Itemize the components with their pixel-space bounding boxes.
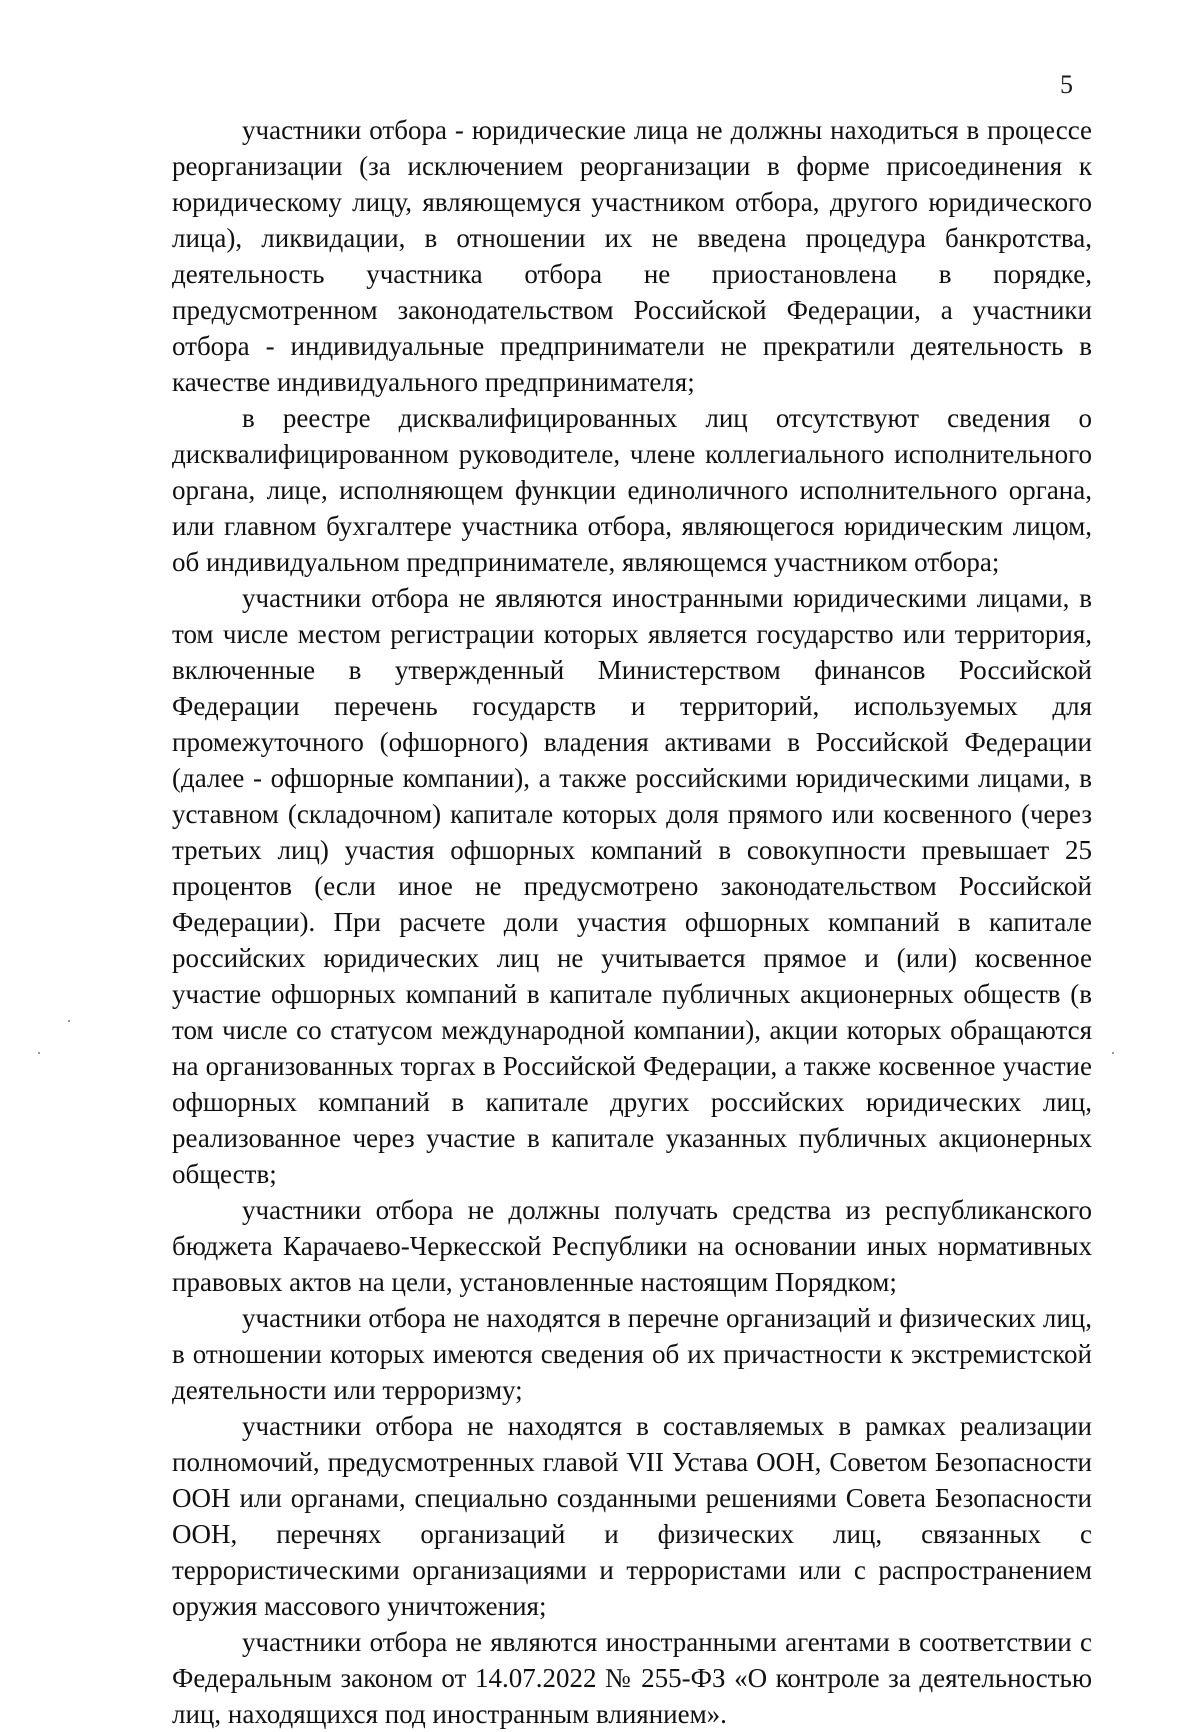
document-body — [172, 112, 1092, 1732]
scan-speck — [68, 1020, 70, 1022]
scan-speck — [1112, 1052, 1114, 1054]
page-number: 5 — [1060, 70, 1073, 99]
paragraph-offshore-companies: участники отбора не являются иностранными юридическими лицами, в том числе местом регистрации которых является государство или территория, включенные в утвержденный Министерством финансов Российской Федерации перечень государств и территорий, используемых для промежуточного (офшорного) владения активами в Российской Федерации (далее - офшорные компании), а также российскими юридическими лицами, в уставном (складочном) капитале которых доля прямого или косвенного (через третьих лиц) участия офшорных компаний в совокупности превышает 25 процентов (если иное не предусмотрено законодательством Российской Федерации). При расчете доли участия офшорных компаний в капитале российских юридических лиц не учитывается прямое и (или) косвенное участие офшорных компаний в капитале публичных акционерных обществ (в том числе со статусом международной компании), акции которых обращаются на организованных торгах в Российской Федерации, а также косвенное участие офшорных компаний в капитале других российских юридических лиц, реализованное через участие в капитале указанных публичных акционерных обществ; — [172, 583, 1092, 1189]
paragraph-disqualified-persons: в реестре дисквалифицированных лиц отсутствуют сведения о дисквалифицированном руководителе, члене коллегиального исполнительного органа, лице, исполняющем функции единоличного исполнительного органа, или главном бухгалтере участника отбора, являющегося юридическим лицом, об индивидуальном предпринимателе, являющемся участником отбора; — [172, 403, 1092, 577]
paragraph-foreign-agents: участники отбора не являются иностранными агентами в соответствии с Федеральным законом от 14.07.2022 № 255-ФЗ «О контроле за деятельностью лиц, находящихся под иностранным влиянием». — [172, 1627, 1092, 1729]
paragraph-extremism-list: участники отбора не находятся в перечне организаций и физических лиц, в отношении которых имеются сведения об их причастности к экстремистской деятельности или терроризму; — [172, 1303, 1092, 1405]
paragraph-republican-budget: участники отбора не должны получать средства из республиканского бюджета Карачаево-Черкесской Республики на основании иных нормативных правовых актов на цели, установленные настоящим Порядком; — [172, 1195, 1092, 1297]
paragraph-reorganization: участники отбора - юридические лица не должны находиться в процессе реорганизации (за исключением реорганизации в форме присоединения к юридическому лицу, являющемуся участником отбора, другого юридического лица), ликвидации, в отношении их не введена процедура банкротства, деятельность участника отбора не приостановлена в порядке, предусмотренном законодательством Российской Федерации, а участники отбора - индивидуальные предприниматели не прекратили деятельность в качестве индивидуального предпринимателя; — [172, 115, 1092, 397]
paragraph-un-sanctions: участники отбора не находятся в составляемых в рамках реализации полномочий, предусмотренных главой VII Устава ООН, Советом Безопасности ООН или органами, специально созданными решениями Совета Безопасности ООН, перечнях организаций и физических лиц, связанных с террористическими организациями и террористами или с распространением оружия массового уничтожения; — [172, 1411, 1092, 1621]
scan-speck — [38, 1052, 40, 1054]
